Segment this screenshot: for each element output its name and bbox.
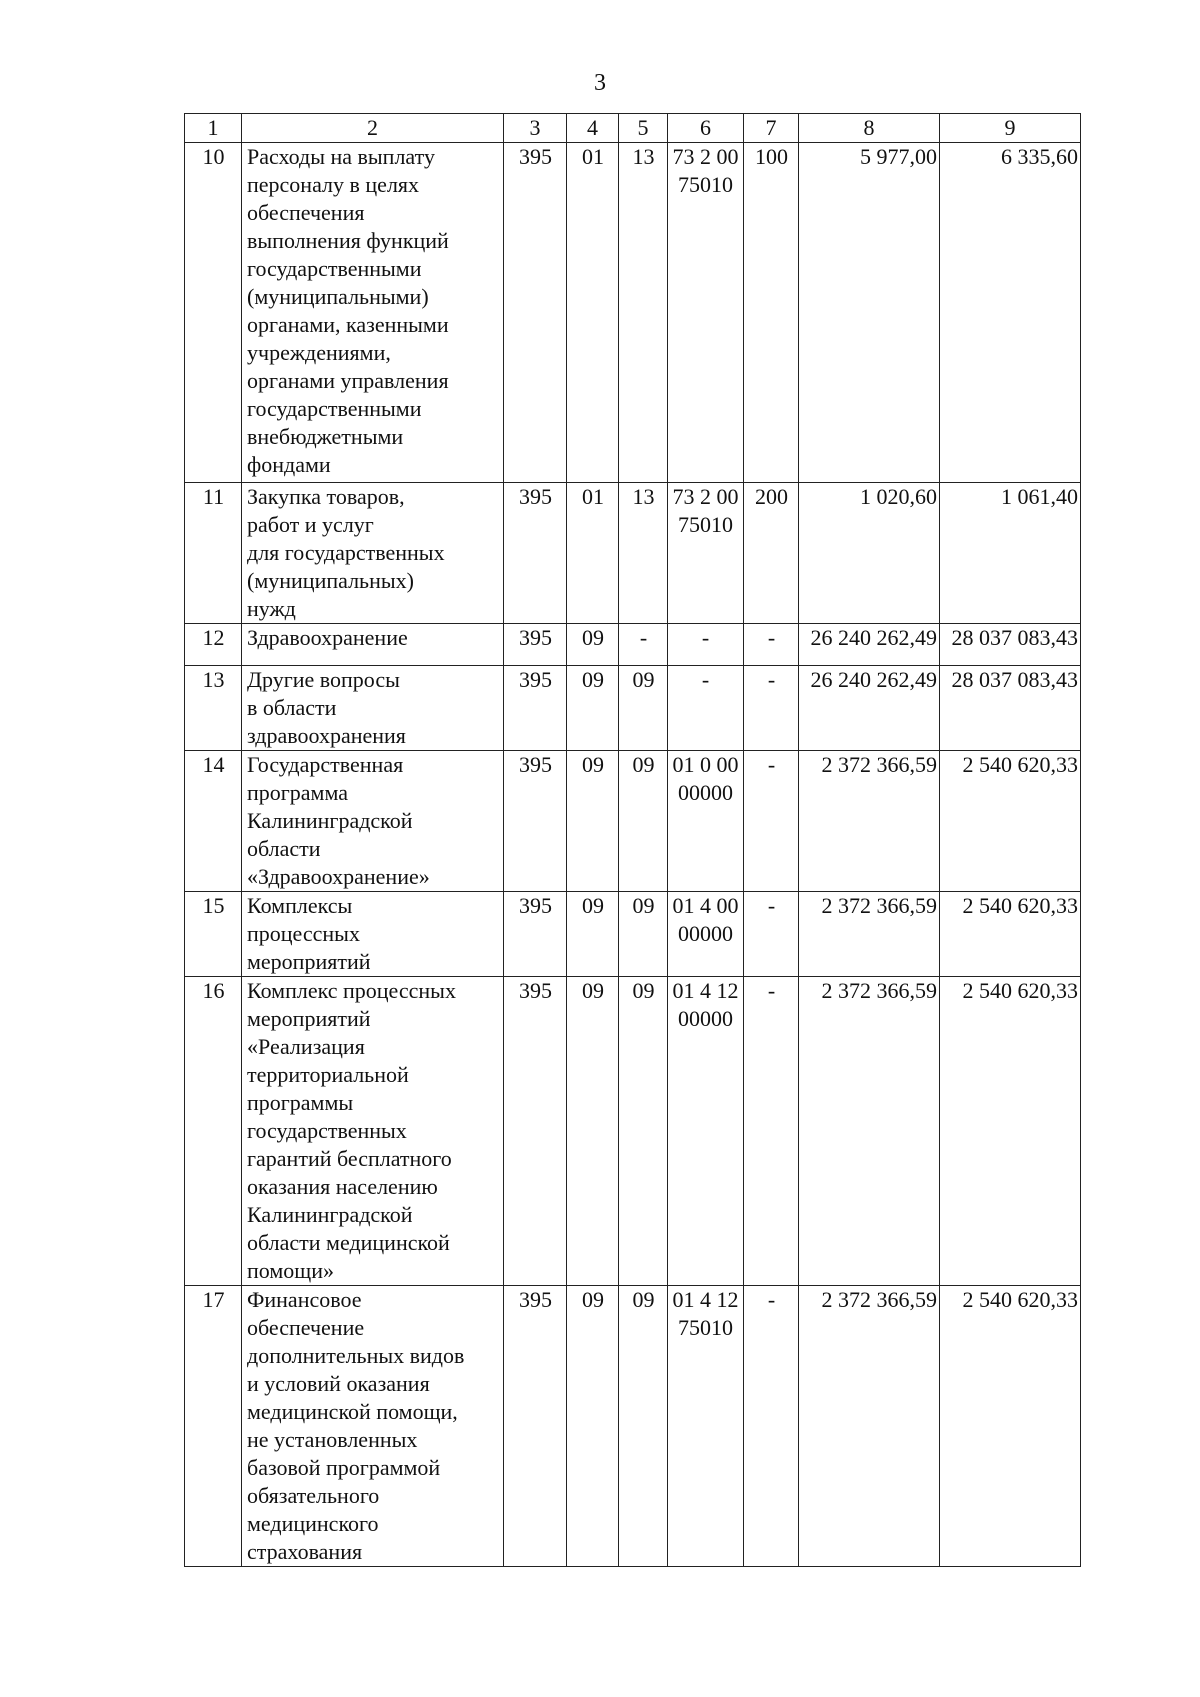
row-name-line: мероприятий [247, 1006, 371, 1031]
header-cell-3: 3 [504, 114, 567, 143]
table-row [185, 624, 1081, 666]
amount-year-1: 2 372 366,59 [799, 1286, 940, 1567]
row-name-line: государственными [247, 396, 422, 421]
admin-code: 395 [504, 751, 567, 892]
expense-type: - [744, 1286, 799, 1567]
amount-year-1: 26 240 262,49 [799, 666, 940, 751]
header-cell-9: 9 [940, 114, 1081, 143]
admin-code: 395 [504, 666, 567, 751]
header-row [185, 114, 1081, 143]
section-code: 09 [567, 666, 619, 751]
row-name-line: обеспечения [247, 200, 365, 225]
row-number: 14 [185, 751, 242, 892]
row-number: 11 [185, 483, 242, 624]
table-row [185, 143, 1081, 483]
amount-year-2: 2 540 620,33 [940, 892, 1081, 977]
target-article-part: 01 4 12 [672, 1287, 739, 1312]
row-name [242, 143, 504, 483]
row-name-line: и условий оказания [247, 1371, 430, 1396]
table-row [185, 751, 1081, 892]
target-article-part: - [701, 667, 710, 692]
row-name-line: помощи» [247, 1258, 334, 1283]
target-article-part: - [701, 625, 710, 650]
row-name-line: оказания населению [247, 1174, 438, 1199]
target-article-part: 01 4 12 [672, 978, 739, 1003]
target-article-part: 75010 [678, 1315, 733, 1340]
header-cell-1: 1 [185, 114, 242, 143]
section-code: 09 [567, 892, 619, 977]
amount-year-2: 2 540 620,33 [940, 1286, 1081, 1567]
row-number: 10 [185, 143, 242, 483]
expense-type: - [744, 977, 799, 1286]
target-article-part: 73 2 00 [672, 144, 739, 169]
subsection-code: 09 [619, 1286, 668, 1567]
row-name-line: Другие вопросы [247, 667, 400, 692]
target-article [668, 977, 744, 1286]
amount-year-2: 28 037 083,43 [940, 624, 1081, 666]
row-name-line: программа [247, 780, 349, 805]
amount-year-1: 2 372 366,59 [799, 892, 940, 977]
section-code: 09 [567, 624, 619, 666]
row-name-line: медицинского [247, 1511, 379, 1536]
row-name-line: Калининградской [247, 808, 413, 833]
row-name-line: выполнения функций [247, 228, 449, 253]
row-name-line: гарантий бесплатного [247, 1146, 452, 1171]
row-name-line: области медицинской [247, 1230, 450, 1255]
target-article [668, 1286, 744, 1567]
row-name-line: области [247, 836, 321, 861]
row-name-line: Закупка товаров, [247, 484, 405, 509]
row-name [242, 1286, 504, 1567]
target-article-part: 01 4 00 [672, 893, 739, 918]
table-row [185, 666, 1081, 751]
row-name-line: органами, казенными [247, 312, 449, 337]
amount-year-2: 6 335,60 [940, 143, 1081, 483]
target-article [668, 666, 744, 751]
section-code: 01 [567, 143, 619, 483]
row-name-line: Расходы на выплату [247, 144, 435, 169]
row-name [242, 624, 504, 666]
row-name-line: Комплекс процессных [247, 978, 456, 1003]
row-name-line: фондами [247, 452, 331, 477]
amount-year-1: 5 977,00 [799, 143, 940, 483]
row-number: 17 [185, 1286, 242, 1567]
row-name-line: мероприятий [247, 949, 371, 974]
row-name-line: для государственных [247, 540, 445, 565]
row-name-line: «Реализация [247, 1034, 365, 1059]
table-row [185, 1286, 1081, 1567]
subsection-code: 13 [619, 483, 668, 624]
amount-year-1: 2 372 366,59 [799, 977, 940, 1286]
row-name-line: «Здравоохранение» [247, 864, 430, 889]
subsection-code: - [619, 624, 668, 666]
section-code: 09 [567, 751, 619, 892]
row-name-line: Финансовое [247, 1287, 362, 1312]
subsection-code: 09 [619, 892, 668, 977]
row-name-line: нужд [247, 596, 296, 621]
row-name-line: дополнительных видов [247, 1343, 465, 1368]
target-article-part: 75010 [678, 512, 733, 537]
row-name-line: в области [247, 695, 337, 720]
target-article [668, 143, 744, 483]
amount-year-2: 1 061,40 [940, 483, 1081, 624]
row-name-line: не установленных [247, 1427, 418, 1452]
row-name-line: (муниципальными) [247, 284, 429, 309]
section-code: 09 [567, 1286, 619, 1567]
row-name-line: государственных [247, 1118, 407, 1143]
table-row [185, 483, 1081, 624]
amount-year-2: 28 037 083,43 [940, 666, 1081, 751]
subsection-code: 13 [619, 143, 668, 483]
target-article-part: 00000 [678, 921, 733, 946]
target-article [668, 892, 744, 977]
expense-type: - [744, 624, 799, 666]
subsection-code: 09 [619, 751, 668, 892]
budget-table [184, 113, 1081, 1567]
header-cell-7: 7 [744, 114, 799, 143]
section-code: 01 [567, 483, 619, 624]
admin-code: 395 [504, 892, 567, 977]
row-name-line: базовой программой [247, 1455, 441, 1480]
expense-type: 200 [744, 483, 799, 624]
target-article [668, 751, 744, 892]
row-name-line: страхования [247, 1539, 363, 1564]
expense-type: - [744, 666, 799, 751]
row-name-line: персоналу в целях [247, 172, 420, 197]
target-article-part: 00000 [678, 1006, 733, 1031]
amount-year-1: 26 240 262,49 [799, 624, 940, 666]
row-name-line: Комплексы [247, 893, 353, 918]
subsection-code: 09 [619, 977, 668, 1286]
target-article-part: 75010 [678, 172, 733, 197]
row-name-line: медицинской помощи, [247, 1399, 458, 1424]
expense-type: - [744, 892, 799, 977]
row-name-line: процессных [247, 921, 360, 946]
amount-year-2: 2 540 620,33 [940, 977, 1081, 1286]
row-name [242, 892, 504, 977]
row-number: 16 [185, 977, 242, 1286]
expense-type: - [744, 751, 799, 892]
admin-code: 395 [504, 143, 567, 483]
row-number: 12 [185, 624, 242, 666]
row-name-line: территориальной [247, 1062, 409, 1087]
row-name [242, 666, 504, 751]
row-name [242, 751, 504, 892]
row-name-line: Калининградской [247, 1202, 413, 1227]
amount-year-1: 1 020,60 [799, 483, 940, 624]
admin-code: 395 [504, 483, 567, 624]
header-cell-5: 5 [619, 114, 668, 143]
row-name-line: Здравоохранение [247, 625, 408, 650]
table-row [185, 892, 1081, 977]
target-article [668, 483, 744, 624]
admin-code: 395 [504, 1286, 567, 1567]
row-name-line: внебюджетными [247, 424, 404, 449]
target-article-part: 73 2 00 [672, 484, 739, 509]
page-number: 3 [594, 70, 606, 96]
row-name-line: органами управления [247, 368, 449, 393]
row-name-line: обязательного [247, 1483, 380, 1508]
section-code: 09 [567, 977, 619, 1286]
target-article-part: 00000 [678, 780, 733, 805]
row-name [242, 977, 504, 1286]
admin-code: 395 [504, 624, 567, 666]
amount-year-2: 2 540 620,33 [940, 751, 1081, 892]
row-number: 13 [185, 666, 242, 751]
row-name-line: учреждениями, [247, 340, 391, 365]
row-name-line: обеспечение [247, 1315, 365, 1340]
amount-year-1: 2 372 366,59 [799, 751, 940, 892]
target-article-part: 01 0 00 [672, 752, 739, 777]
row-name-line: здравоохранения [247, 723, 406, 748]
row-name-line: работ и услуг [247, 512, 374, 537]
header-cell-2: 2 [242, 114, 504, 143]
row-name-line: программы [247, 1090, 354, 1115]
row-name-line: Государственная [247, 752, 404, 777]
header-cell-8: 8 [799, 114, 940, 143]
row-name-line: (муниципальных) [247, 568, 414, 593]
row-name [242, 483, 504, 624]
row-name-line: государственными [247, 256, 422, 281]
row-number: 15 [185, 892, 242, 977]
expense-type: 100 [744, 143, 799, 483]
target-article [668, 624, 744, 666]
admin-code: 395 [504, 977, 567, 1286]
header-cell-6: 6 [668, 114, 744, 143]
table-row [185, 977, 1081, 1286]
subsection-code: 09 [619, 666, 668, 751]
header-cell-4: 4 [567, 114, 619, 143]
